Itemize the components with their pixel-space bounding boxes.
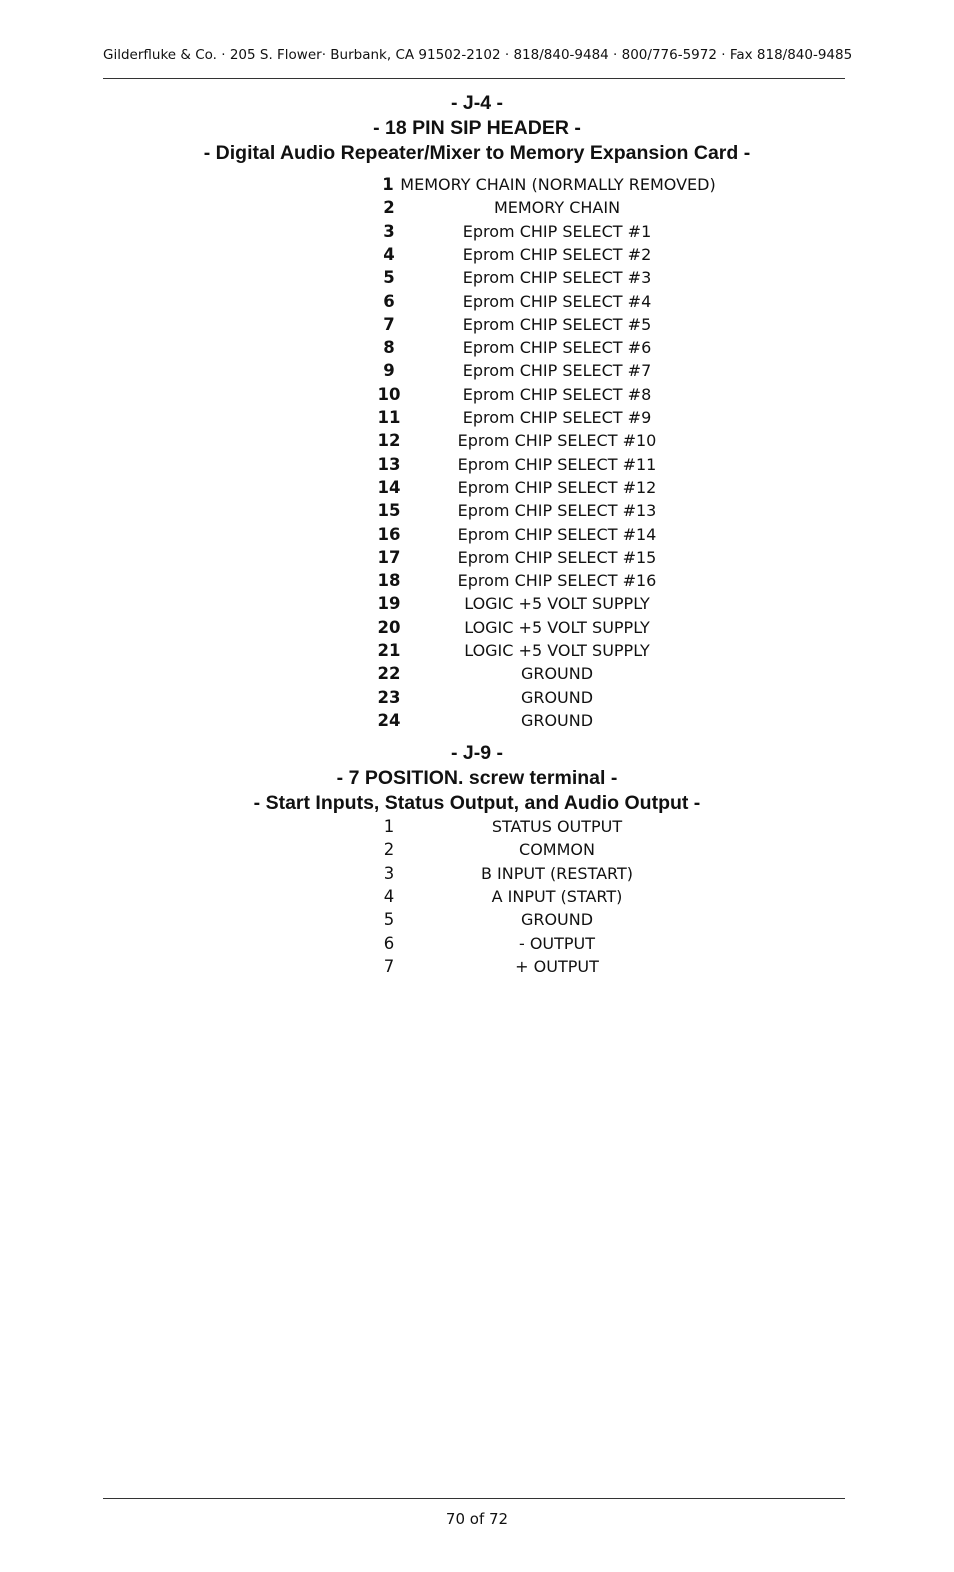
pin-number: 22	[377, 664, 401, 684]
pin-row	[0, 662, 954, 685]
pin-description: STATUS OUTPUT	[491, 817, 623, 836]
pin-description: Eprom CHIP SELECT #4	[462, 291, 652, 311]
page-number: 70 of 72	[445, 1510, 509, 1528]
pin-number: 12	[377, 431, 401, 451]
pin-row	[0, 173, 954, 196]
pin-number: 8	[383, 338, 395, 358]
pin-row	[0, 885, 954, 908]
pin-description: Eprom CHIP SELECT #8	[462, 384, 652, 404]
pin-row	[0, 220, 954, 243]
pin-description: Eprom CHIP SELECT #14	[457, 524, 657, 544]
j9-title: - J-9 -	[450, 742, 503, 764]
pin-number: 9	[383, 361, 395, 381]
pin-number: 6	[383, 291, 395, 311]
pin-description: + OUTPUT	[515, 956, 599, 976]
pin-number: 11	[377, 408, 401, 427]
pin-number: 3	[383, 221, 395, 241]
pin-row	[0, 709, 954, 732]
pin-number: 10	[377, 384, 401, 404]
pin-row	[0, 429, 954, 452]
pin-number: 13	[377, 454, 401, 474]
pin-description: MEMORY CHAIN (NORMALLY REMOVED)	[400, 175, 716, 194]
pin-number: 20	[377, 617, 401, 637]
pin-row	[0, 546, 954, 569]
pin-description: GROUND	[520, 910, 594, 930]
pin-row	[0, 616, 954, 639]
pin-row	[0, 453, 954, 476]
pin-row	[0, 243, 954, 266]
pin-number: 18	[377, 571, 401, 591]
pin-description: A INPUT (START)	[491, 886, 623, 906]
pin-description: MEMORY CHAIN	[493, 198, 621, 218]
header-divider	[103, 78, 845, 79]
pin-row	[0, 932, 954, 955]
pin-row	[0, 862, 954, 885]
pin-row	[0, 639, 954, 662]
pin-row	[0, 359, 954, 382]
pin-number: 5	[383, 910, 395, 930]
pin-row	[0, 569, 954, 592]
pin-row	[0, 592, 954, 615]
pin-description: Eprom CHIP SELECT #7	[462, 361, 652, 381]
pin-description: Eprom CHIP SELECT #1	[462, 221, 652, 241]
pin-number: 3	[383, 863, 395, 883]
pin-number: 14	[377, 477, 401, 497]
pin-row	[0, 336, 954, 359]
pin-number: 4	[383, 244, 395, 264]
pin-description: LOGIC +5 VOLT SUPPLY	[464, 641, 650, 660]
pin-number: 16	[377, 524, 401, 544]
pin-description: Eprom CHIP SELECT #5	[462, 314, 652, 334]
pin-description: Eprom CHIP SELECT #9	[462, 408, 652, 427]
pin-row	[0, 266, 954, 289]
j4-subtitle: - 18 PIN SIP HEADER -	[373, 117, 581, 139]
pin-number: 23	[377, 687, 401, 707]
pin-description: GROUND	[520, 664, 594, 684]
pin-row	[0, 955, 954, 978]
pin-description: Eprom CHIP SELECT #11	[457, 454, 657, 474]
pin-number: 6	[383, 933, 395, 953]
pin-number: 17	[377, 547, 401, 567]
pin-number: 5	[383, 268, 395, 288]
pin-number: 19	[377, 594, 401, 614]
pin-description: - OUTPUT	[518, 933, 596, 953]
pin-row	[0, 313, 954, 336]
pin-description: Eprom CHIP SELECT #10	[457, 431, 657, 451]
pin-number: 7	[383, 314, 395, 334]
pin-number: 21	[377, 641, 401, 660]
j4-description: - Digital Audio Repeater/Mixer to Memory Expansion Card -	[203, 142, 751, 164]
pin-description: Eprom CHIP SELECT #15	[457, 547, 657, 567]
pin-number: 24	[377, 710, 401, 730]
pin-number: 1	[383, 817, 395, 836]
pin-row	[0, 523, 954, 546]
pin-number: 4	[383, 886, 395, 906]
pin-row	[0, 815, 954, 838]
pin-description: B INPUT (RESTART)	[480, 863, 634, 883]
j9-subtitle: - 7 POSITION. screw terminal -	[336, 767, 618, 789]
pin-row	[0, 838, 954, 861]
pin-description: GROUND	[520, 687, 594, 707]
j9-description: - Start Inputs, Status Output, and Audio Output -	[253, 792, 701, 814]
pin-number: 2	[383, 198, 395, 218]
pin-description: COMMON	[519, 840, 595, 860]
pin-number: 7	[383, 956, 395, 976]
pin-description: Eprom CHIP SELECT #13	[457, 501, 657, 521]
pin-row	[0, 908, 954, 931]
pin-row	[0, 383, 954, 406]
pin-description: Eprom CHIP SELECT #2	[462, 244, 652, 264]
pin-description: LOGIC +5 VOLT SUPPLY	[464, 617, 650, 637]
pin-row	[0, 499, 954, 522]
pin-number: 2	[383, 840, 395, 860]
pin-number: 15	[377, 501, 401, 521]
pin-number: 1	[382, 175, 394, 194]
pin-row	[0, 476, 954, 499]
pin-description: Eprom CHIP SELECT #3	[462, 268, 652, 288]
pin-description: GROUND	[520, 710, 594, 730]
pin-row	[0, 686, 954, 709]
company-header: Gilderfluke & Co. · 205 S. Flower· Burbank, CA 91502-2102 · 818/840-9484 · 800/776-5972 · Fax 818/840-9485	[103, 47, 853, 63]
pin-description: Eprom CHIP SELECT #12	[457, 477, 657, 497]
pin-row	[0, 406, 954, 429]
footer-divider	[103, 1498, 845, 1499]
j4-title: - J-4 -	[450, 92, 503, 114]
pin-description: Eprom CHIP SELECT #16	[457, 571, 657, 591]
pin-description: LOGIC +5 VOLT SUPPLY	[464, 594, 650, 614]
pin-row	[0, 196, 954, 219]
pin-row	[0, 290, 954, 313]
pin-description: Eprom CHIP SELECT #6	[462, 338, 652, 358]
